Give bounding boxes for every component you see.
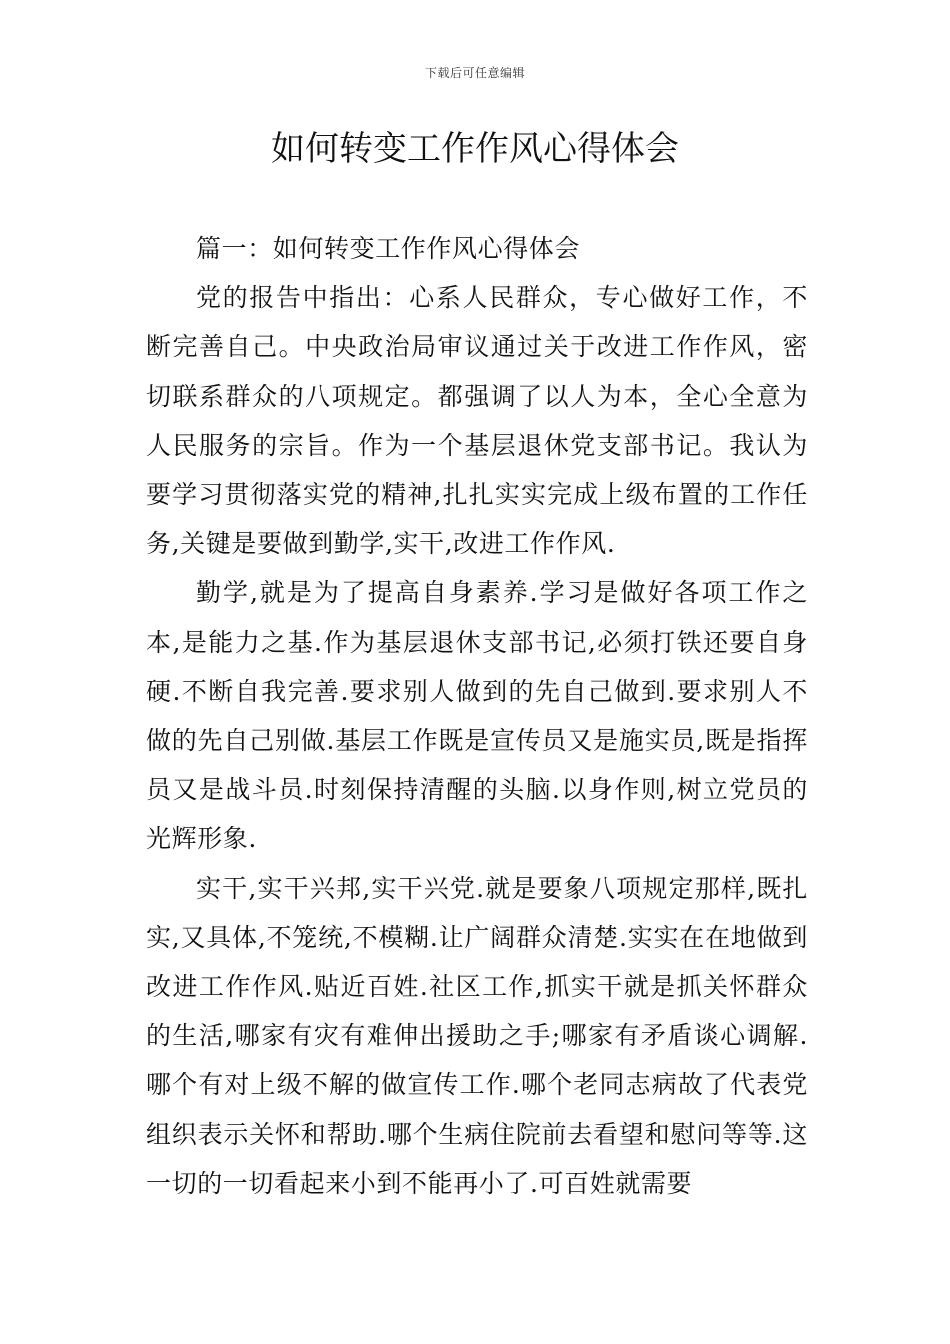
paragraph-diligent-study: 勤学,就是为了提高自身素养.学习是做好各项工作之本,是能力之基.作为基层退休支部书记,必须打铁还要自身硬.不断自我完善.要求别人做到的先自己做到.要求别人不做的先自己别做.基层工作既是宣传员又是施实员,既是指挥员又是战斗员.时刻保持清醒的头脑.以身作则,树立党员的光辉形象. [146,578,808,854]
page-header-note: 下载后可任意编辑 [424,66,525,80]
paragraph-section-heading: 篇一：如何转变工作作风心得体会 [196,234,581,263]
document-title: 如何转变工作作风心得体会 [271,129,679,169]
paragraph-practical-work: 实干,实干兴邦,实干兴党.就是要象八项规定那样,既扎实,又具体,不笼统,不模糊.让广阔群众清楚.实实在在地做到改进工作作风.贴近百姓.社区工作,抓实干就是抓关怀群众的生活,哪家有灾有难伸出援助之手;哪家有矛盾谈心调解.哪个有对上级不解的做宣传工作.哪个老同志病故了代表党组织表示关怀和帮助.哪个生病住院前去看望和慰问等等.这一切的一切看起来小到不能再小了.可百姓就需要 [146,873,808,1198]
document-body [146,224,808,1208]
paragraph-intro: 党的报告中指出：心系人民群众，专心做好工作，不断完善自己。中央政治局审议通过关于改进工作作风，密切联系群众的八项规定。都强调了以人为本，全心全意为人民服务的宗旨。作为一个基层退休党支部书记。我认为要学习贯彻落实党的精神,扎扎实实完成上级布置的工作任务,关键是要做到勤学,实干,改进工作作风. [146,283,808,559]
